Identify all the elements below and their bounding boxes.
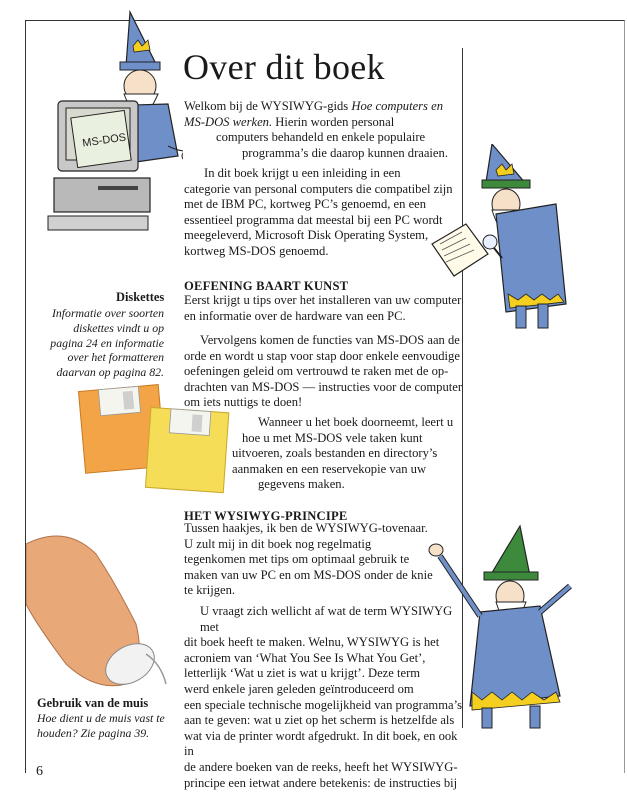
text-line: gegevens maken. (258, 477, 345, 492)
text-line: en informatie over de hardware van een PC. (184, 308, 406, 323)
text-line: een speciale technische mogelijkheid van programma’s (184, 697, 463, 712)
section1-paragraph-3 (232, 415, 462, 493)
text-line: maken van uw PC en om MS-DOS onder de knie (184, 567, 433, 582)
text-line: hoe u met MS-DOS vele taken kunt (242, 430, 423, 445)
text-line: Informatie over soorten (51, 306, 164, 320)
text-line: diskettes vindt u op (73, 320, 164, 335)
text-line: over het formatteren (67, 350, 164, 365)
sidebar-heading-diskettes: Diskettes (116, 290, 165, 304)
text-line: uitvoeren, zoals bestanden en directory’s (232, 446, 438, 461)
text-line: principe een ietwat andere betekenis: de instructies bij (184, 775, 458, 790)
section1-paragraph-1 (184, 293, 464, 324)
paragraph-2 (184, 166, 464, 260)
text-line: wat via de printer wordt afgedrukt. In dit boek, en ook in (184, 728, 458, 759)
text-line: U vraagt zich wellicht af wat de term WYSIWYG met (200, 604, 453, 634)
text-line: Wanneer u het boek doorneemt, leert u (258, 415, 454, 429)
section2-paragraph-1 (184, 521, 434, 599)
floppy-disks-illustration (76, 380, 236, 500)
text-line: meegeleverd, Microsoft Disk Operating System, (184, 228, 429, 243)
wizard-computer-illustration (38, 6, 183, 240)
text-line: orde en wordt u stap voor stap door enkele eenvoudige (184, 348, 460, 363)
text-line: oefeningen geleid om vertrouwd te raken met de op- (184, 364, 449, 379)
text-line: acroniem van ‘What You See Is What You Get’, (184, 650, 426, 665)
wizard-flying-illustration (420, 516, 580, 734)
text-line: kortweg MS-DOS genoemd. (184, 243, 329, 258)
wizard-reading-illustration (426, 144, 586, 344)
text-line: daarvan op pagina 82. (56, 365, 164, 380)
text-line: aan te geven: wat u ziet op het scherm is hetzelfde als (184, 713, 455, 728)
text-line: houden? Zie pagina 39. (37, 725, 150, 740)
text-line: Vervolgens komen de functies van MS-DOS aan de (200, 333, 460, 347)
text-line: Tussen haakjes, ik ben de WYSIWYG-tovenaar. (184, 521, 428, 535)
text-line: U zult mij in dit boek nog regelmatig (184, 536, 372, 551)
intro-line-4: programma’s die daarop kunnen draaien. (242, 145, 448, 160)
text-line: Eerst krijgt u tips over het installeren van uw computer (184, 293, 462, 307)
section-heading-oefening: OEFENING BAART KUNST (184, 279, 349, 293)
text-line: met de IBM PC, kortweg PC’s genoemd, en een (184, 197, 427, 212)
text-line: letterlijk ‘Wat u ziet is wat u krijgt’. Deze term (184, 666, 421, 681)
intro-line-1: Welkom bij de WYSIWYG-gids Hoe computers en (184, 99, 443, 113)
text-line: dit boek heeft te maken. Welnu, WYSIWYG is het (184, 635, 440, 650)
page-title: Over dit boek (183, 47, 385, 87)
text-line: tegenkomen met tips om optimaal gebruik te (184, 552, 410, 567)
ms-dos-label: MS-DOS (81, 131, 127, 150)
text-line: In dit boek krijgt u een inleiding in een (204, 166, 401, 180)
text-line: om iets nuttigs te doen! (184, 395, 303, 410)
text-line: de andere boeken van de reeks, heeft het WYSIWYG- (184, 759, 458, 774)
text-line: werd enkele jaren geleden geïntroduceerd om (184, 681, 414, 696)
text-line: aanmaken en een reservekopie van uw (232, 461, 427, 476)
text-line: te krijgen. (184, 583, 236, 598)
intro-line-3: computers behandeld en enkele populaire (216, 130, 426, 145)
text-line: drachten van MS-DOS — instructies voor de computer (184, 379, 463, 394)
sidebar-text-diskettes (40, 306, 164, 380)
page-number: 6 (36, 764, 43, 779)
sidebar-heading-mouse: Gebruik van de muis (37, 696, 149, 710)
intro-paragraph (184, 99, 464, 161)
text-line: essentieel programma dat meestal bij een PC wordt (184, 212, 443, 227)
text-line: categorie van personal computers die compatibel zijn (184, 181, 453, 196)
text-line: Hoe dient u de muis vast te (37, 711, 165, 725)
hand-mouse-illustration (26, 514, 176, 694)
intro-line-2: MS-DOS werken. Hierin worden personal (184, 114, 395, 129)
section-heading-wysiwyg: HET WYSIWYG-PRINCIPE (184, 509, 348, 523)
text-line: pagina 24 en informatie (50, 335, 164, 350)
sidebar-text-mouse (37, 711, 177, 741)
